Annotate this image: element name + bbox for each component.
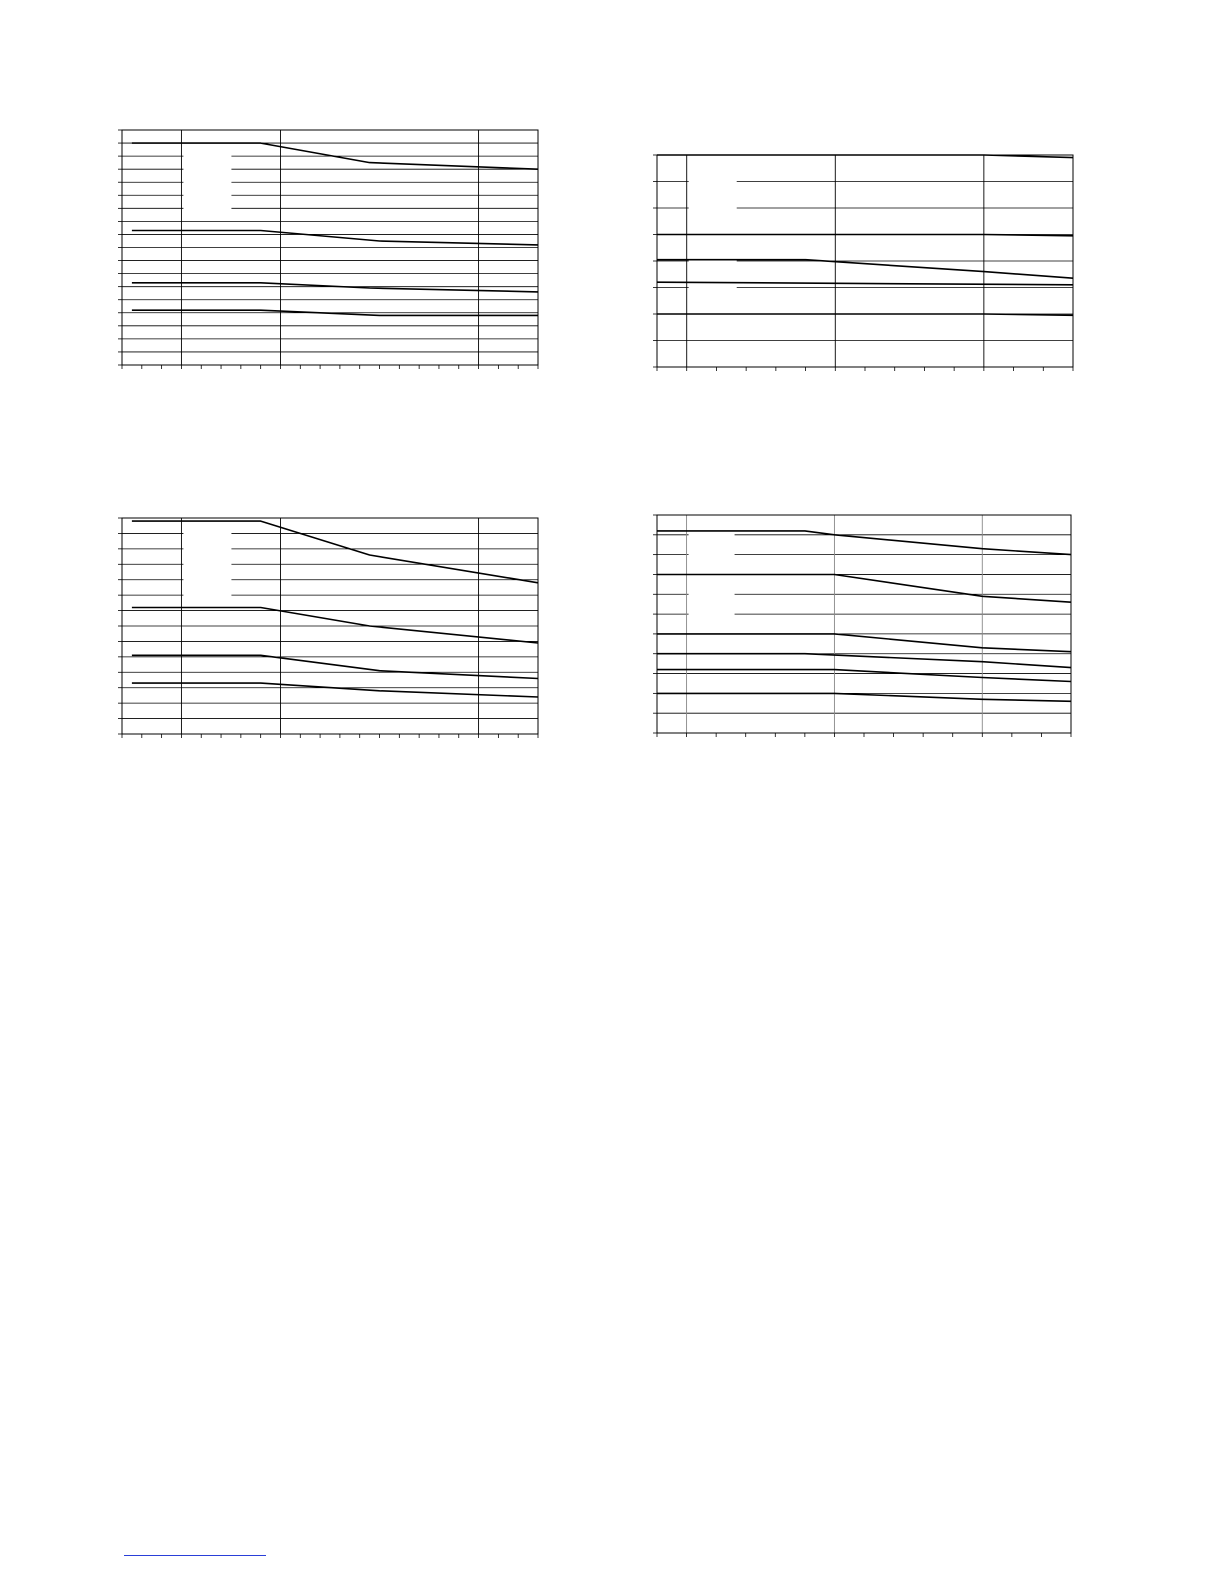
series-line-5 xyxy=(657,670,1071,682)
footnote-rule xyxy=(124,1555,266,1556)
series-line-2 xyxy=(132,608,538,644)
chart-bottom-left xyxy=(110,508,550,744)
chart-top-right xyxy=(645,145,1085,380)
series-line-3 xyxy=(132,655,538,678)
chart-svg xyxy=(645,145,1085,380)
label-mask xyxy=(689,517,735,670)
series-line-3 xyxy=(132,283,538,292)
label-mask xyxy=(183,520,231,598)
label-mask xyxy=(183,132,231,212)
series-line-5 xyxy=(657,314,1073,315)
chart-svg xyxy=(110,120,550,380)
chart-svg xyxy=(110,508,550,744)
series-line-4 xyxy=(132,683,538,697)
chart-top-left xyxy=(110,120,550,380)
series-line-6 xyxy=(657,693,1071,701)
chart-bottom-right xyxy=(645,505,1085,743)
chart-svg xyxy=(645,505,1085,743)
series-line-2 xyxy=(132,231,538,245)
